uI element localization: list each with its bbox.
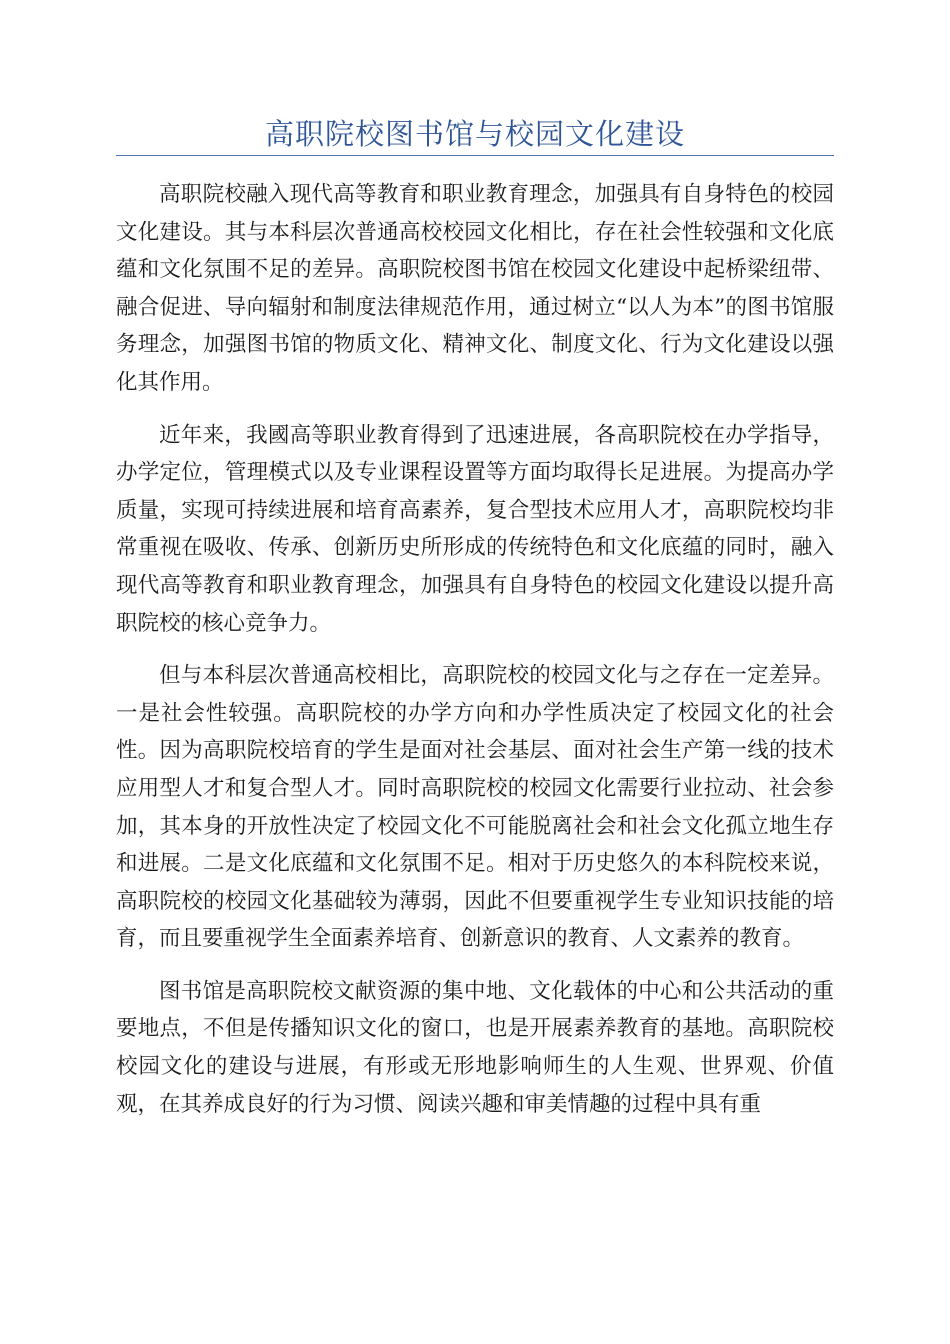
paragraph-3: 但与本科层次普通高校相比，高职院校的校园文化与之存在一定差异。一是社会性较强。高职院校的办学方向和办学性质决定了校园文化的社会性。因为高职院校培育的学生是面对社会基层、面对社会生产第一线的技术应用型人才和复合型人才。同时高职院校的校园文化需要行业拉动、社会参加，其本身的开放性决定了校园文化不可能脱离社会和社会文化孤立地生存和进展。二是文化底蕴和文化氛围不足。相对于历史悠久的本科院校来说，高职院校的校园文化基础较为薄弱，因此不但要重视学生专业知识技能的培育，而且要重视学生全面素养培育、创新意识的教育、人文素养的教育。: [116, 663, 834, 952]
document-title: 高职院校图书馆与校园文化建设: [264, 117, 685, 151]
title-underline: [116, 155, 834, 156]
paragraph-1: 高职院校融入现代高等教育和职业教育理念，加强具有自身特色的校园文化建设。其与本科层次普通高校校园文化相比，存在社会性较强和文化底蕴和文化氛围不足的差异。高职院校图书馆在校园文化建设中起桥梁纽带、融合促进、导向辐射和制度法律规范作用，通过树立“以人为本”的图书馆服务理念，加强图书馆的物质文化、精神文化、制度文化、行为文化建设以强化其作用。: [116, 182, 834, 395]
paragraph-2: 近年来，我國高等职业教育得到了迅速进展，各高职院校在办学指导，办学定位，管理模式以及专业课程设置等方面均取得长足进展。为提高办学质量，实现可持续进展和培育高素养，复合型技术应用人才，高职院校均非常重视在吸收、传承、创新历史所形成的传统特色和文化底蕴的同时，融入现代高等教育和职业教育理念，加强具有自身特色的校园文化建设以提升高职院校的核心竞争力。: [116, 422, 834, 636]
paragraph-4: 图书馆是高职院校文献资源的集中地、文化载体的中心和公共活动的重要地点，不但是传播知识文化的窗口，也是开展素养教育的基地。高职院校校园文化的建设与进展，有形或无形地影响师生的人生观、世界观、价值观，在其养成良好的行为习惯、阅读兴趣和审美情趣的过程中具有重: [116, 978, 834, 1117]
document-body: [116, 176, 834, 1138]
